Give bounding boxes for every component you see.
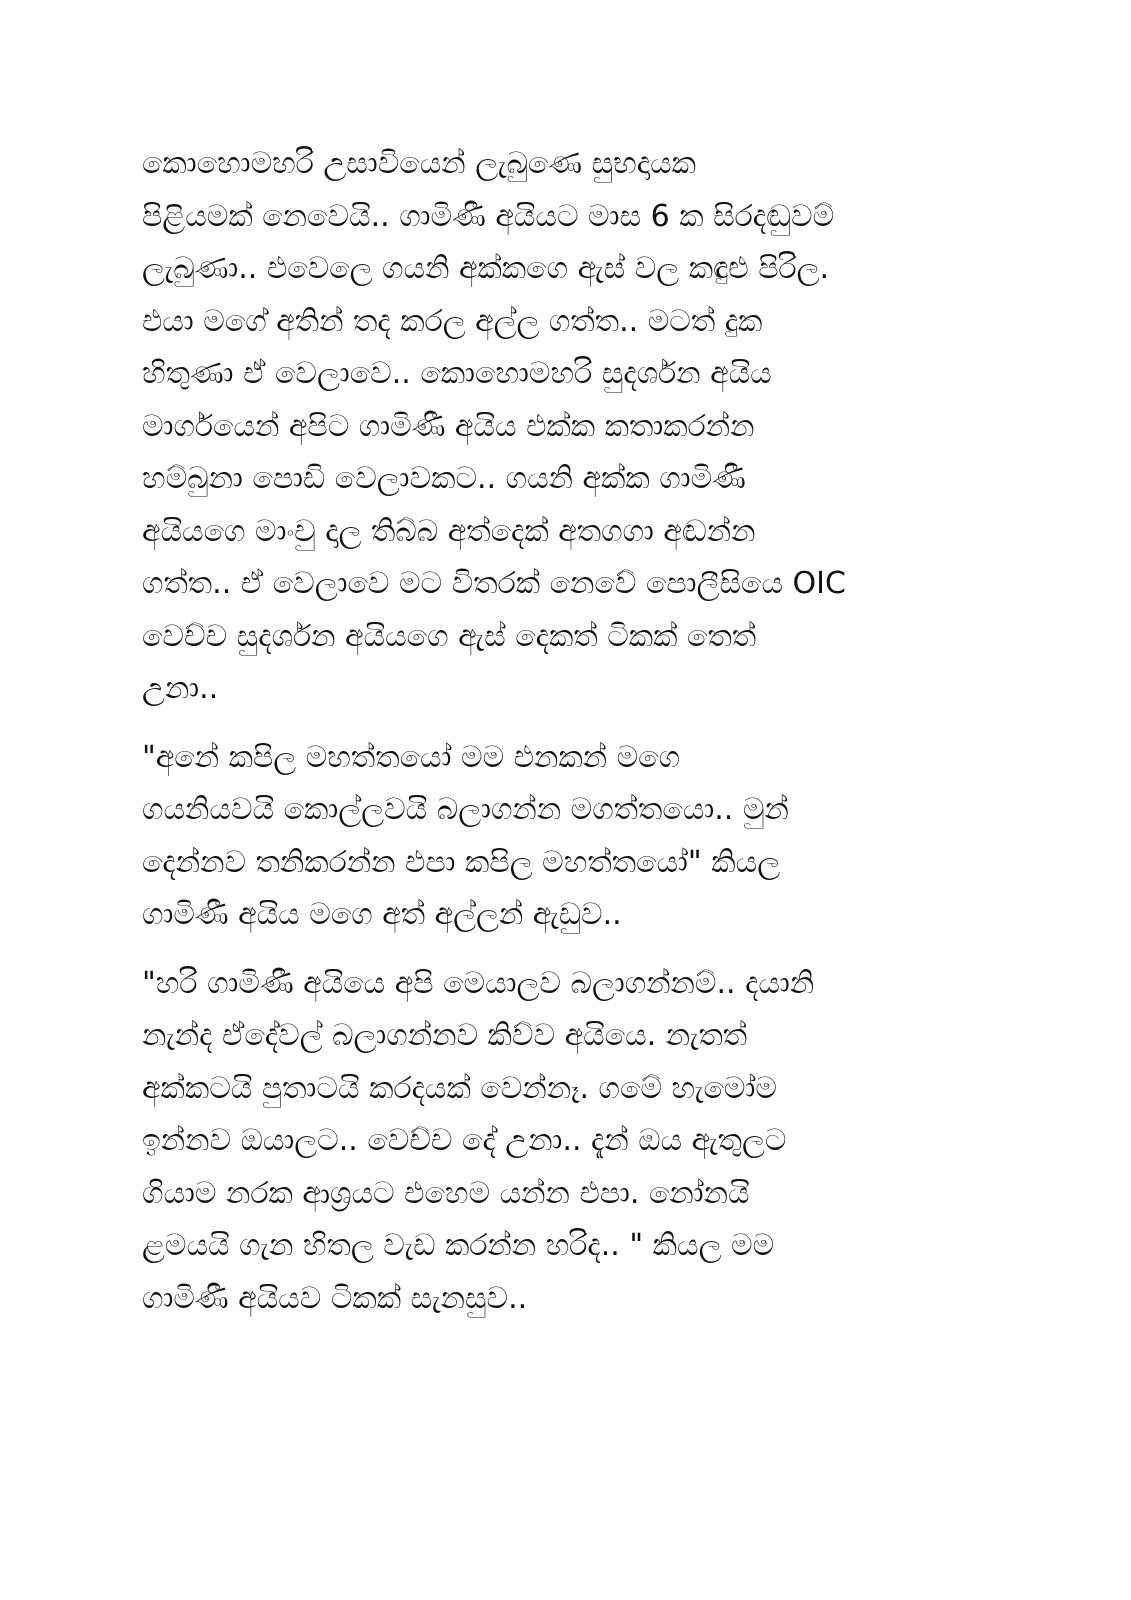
text-line: පිළියමක් නෙවෙයි.. ගාමිණී අයියට මාස 6 ක සිරදඬුවම් bbox=[142, 198, 835, 234]
paragraph-2 bbox=[142, 732, 992, 942]
text-line: ලැබුණා.. එවෙලෙ ගයනි අක්කගෙ ඇස් වල කඳුළු පිරිල. bbox=[142, 251, 830, 286]
text-line: වෙච්ච සුදර්ශන අයියගෙ ඇස් දෙකත් ටිකක් තෙත් bbox=[142, 618, 757, 654]
text-line: "හරි ගාමිණී අයියෙ අපි මෙයාලව බලාගන්නම්.. දයානි bbox=[142, 965, 815, 1001]
text-line: දෙන්නව තනිකරන්න එපා කපිල මහත්තයෝ" කියල bbox=[142, 844, 781, 880]
text-line: අයියගෙ මාංචු දාල තිබ්බ අත්දෙක් අතගගා අඬන්න bbox=[142, 513, 756, 549]
text-line: උනා.. bbox=[142, 671, 219, 706]
text-line: ගාමිණී අයිය මගෙ අත් අල්ලන් ඇඩුව.. bbox=[142, 897, 622, 932]
text-line: ගයනියවයි කොල්ලවයි බලාගන්න මගත්තයො.. මුන් bbox=[142, 792, 789, 827]
text-line: හිතුණා ඒ වෙලාවෙ.. කොහොමහරි සුදර්ශන අයිය bbox=[142, 356, 772, 391]
text-line: ගත්ත.. ඒ වෙලාවෙ මට විතරක් නෙවේ පොලීසියෙ OIC bbox=[142, 566, 846, 601]
text-line: නැන්ද ඒදේවල් බලාගන්නව කිව්ව අයියෙ. නැතත් bbox=[142, 1018, 748, 1053]
text-line: අක්කටයි පුතාටයි කරදයක් වෙන්නෑ. ගමේ හැමෝම bbox=[142, 1070, 777, 1106]
text-line: කොහොමහරි උසාවියෙන් ලැබුණෙ සුභදායක bbox=[142, 146, 696, 181]
text-line: ළමයයි ගැන හිතල වැඩ කරන්න හරිද.. " කියල මම bbox=[142, 1228, 775, 1263]
paragraph-1 bbox=[142, 138, 992, 716]
text-line: "අනේ කපිල මහත්තයෝ මම එනකන් මගෙ bbox=[142, 739, 681, 775]
paragraph-3 bbox=[142, 958, 992, 1326]
text-line: මාර්ගයෙන් අපිට ගාමිණී අයිය එක්ක කතාකරන්න bbox=[142, 408, 755, 444]
text-line: ඉන්නව ඔයාලට.. වෙච්ච දේ උනා.. දැන් ඔය ඇතුලට bbox=[142, 1123, 787, 1158]
text-line: හම්බුනා පොඩි වෙලාවකට.. ගයනි අක්ක ගාමිණී bbox=[142, 461, 746, 496]
text-line: ගියාම නරක ආශ්‍රයට එහෙම යන්න එපා. නෝනයි bbox=[142, 1175, 750, 1211]
body-text bbox=[142, 138, 992, 1341]
text-line: ගාමිණී අයියව ටිකක් සැනසුව.. bbox=[142, 1280, 528, 1316]
text-line: එයා මගේ අතින් තද කරල අල්ල ගත්ත.. මටත් දුක bbox=[142, 303, 763, 339]
